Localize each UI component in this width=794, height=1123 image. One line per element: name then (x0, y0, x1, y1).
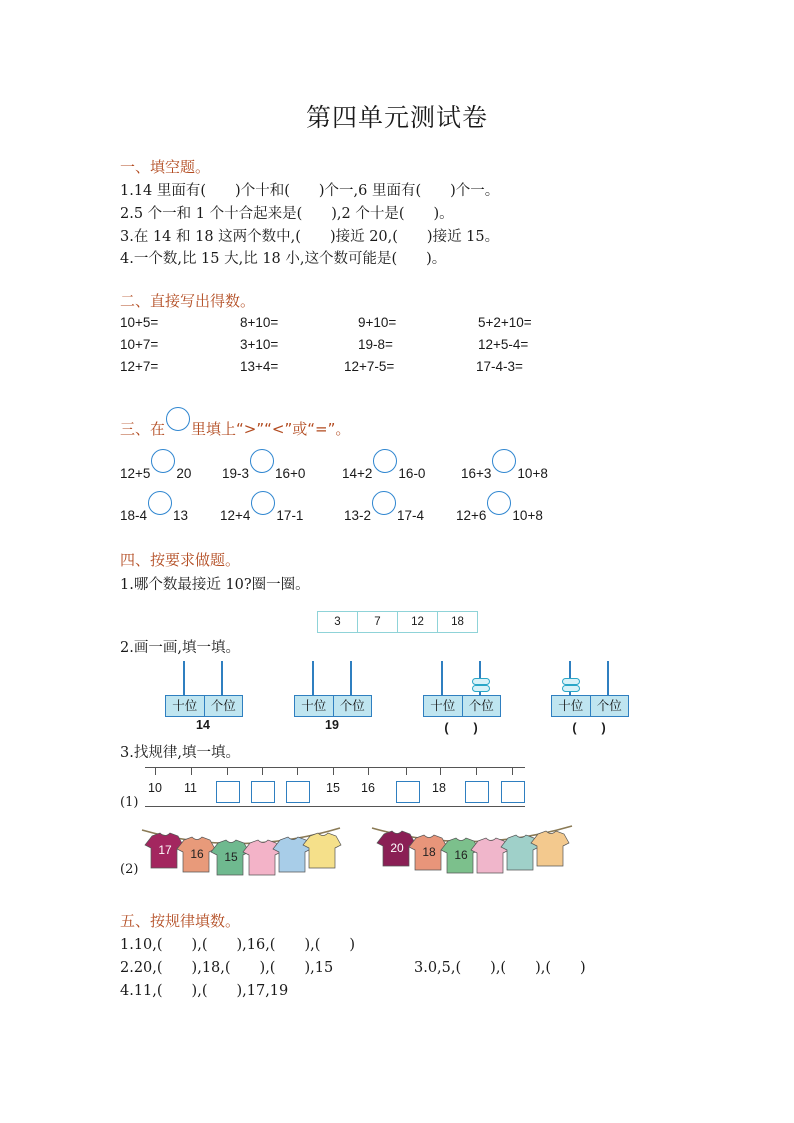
ones-rod (607, 661, 609, 695)
place-value-box: 十位 个位 (294, 695, 372, 717)
compare-item: 12+4 17-1 (220, 499, 303, 523)
tens-rod (183, 661, 185, 695)
section-3-heading-post: 里填上“>”“<”或“=”。 (191, 420, 351, 438)
numberline-base (145, 806, 525, 807)
shirt-number: 17 (158, 843, 172, 857)
section-4-heading: 四、按要求做题。 (120, 551, 241, 569)
s4-question-3: 3.找规律,填一填。 (120, 745, 240, 761)
counter-answer[interactable]: ( ) (444, 721, 478, 735)
number-option[interactable]: 18 (451, 616, 464, 628)
counter-value: 19 (325, 718, 339, 732)
tick (191, 768, 192, 775)
tick (440, 768, 441, 775)
number-option[interactable]: 3 (318, 612, 358, 632)
shirt-icon (145, 833, 183, 868)
shirt-icon (409, 835, 447, 870)
tick (333, 768, 334, 775)
q3-label-1: (1) (120, 795, 139, 810)
bead-icon (472, 678, 490, 685)
number-option[interactable]: 7 (358, 612, 398, 632)
compare-item: 14+2 16-0 (342, 457, 425, 481)
numberline-top (145, 767, 525, 768)
s5-question-4: 4.11,( ),( ),17,19 (120, 983, 289, 999)
shirt-icon (531, 831, 569, 866)
calc-item: 19-8= (358, 337, 393, 352)
s4-question-1: 1.哪个数最接近 10?圈一圈。 (120, 577, 310, 593)
tick (512, 768, 513, 775)
s1-question-2: 2.5 个一和 1 个十合起来是( ),2 个十是( )。 (120, 206, 454, 222)
number-strip (317, 611, 478, 633)
compare-item: 13-2 17-4 (344, 499, 424, 523)
numberline-blank[interactable] (286, 781, 310, 803)
tick (155, 768, 156, 775)
answer-circle[interactable] (250, 449, 274, 473)
tens-rod (312, 661, 314, 695)
shirt-icon (377, 831, 415, 866)
counter-14 (165, 661, 245, 731)
section-5-heading: 五、按规律填数。 (120, 912, 241, 930)
s1-question-1: 1.14 里面有( )个十和( )个一,6 里面有( )个一。 (120, 183, 500, 199)
calc-item: 17-4-3= (476, 359, 523, 374)
shirt-number: 18 (422, 845, 436, 859)
compare-item: 12+5 20 (120, 457, 191, 481)
calc-item: 9+10= (358, 315, 397, 330)
page-title: 第四单元测试卷 (305, 103, 488, 132)
calc-item: 3+10= (240, 337, 279, 352)
section-1-heading: 一、填空题。 (120, 158, 211, 176)
tick (227, 768, 228, 775)
ones-rod (221, 661, 223, 695)
numberline-blank[interactable] (216, 781, 240, 803)
counter-blank-2 (551, 661, 631, 735)
s5-question-2: 2.20,( ),18,( ),( ),15 (120, 960, 334, 976)
tick (406, 768, 407, 775)
shirt-number: 16 (454, 848, 468, 862)
bead-icon (472, 685, 490, 692)
circle-icon (166, 407, 190, 431)
section-3-heading-pre: 三、在 (120, 420, 166, 438)
shirt-number: 20 (390, 841, 404, 855)
numberline-value: 16 (361, 781, 375, 795)
shirt-icon (243, 840, 281, 875)
s4-question-2: 2.画一画,填一填。 (120, 640, 240, 656)
bead-icon (562, 685, 580, 692)
number-option[interactable]: 12 (398, 612, 438, 632)
numberline-value: 10 (148, 781, 162, 795)
counter-19 (294, 661, 374, 731)
numberline-blank[interactable] (465, 781, 489, 803)
compare-item: 16+3 10+8 (461, 457, 548, 481)
shirt-icon (211, 840, 249, 875)
calc-item: 10+5= (120, 315, 159, 330)
answer-circle[interactable] (148, 491, 172, 515)
calc-item: 8+10= (240, 315, 279, 330)
tick (297, 768, 298, 775)
s1-question-4: 4.一个数,比 15 大,比 18 小,这个数可能是( )。 (120, 251, 447, 267)
shirt-number: 16 (190, 847, 204, 861)
answer-circle[interactable] (251, 491, 275, 515)
numberline-value: 11 (184, 781, 197, 795)
numberline-blank[interactable] (501, 781, 525, 803)
calc-item: 12+7= (120, 359, 159, 374)
calc-item: 10+7= (120, 337, 159, 352)
answer-circle[interactable] (487, 491, 511, 515)
ones-rod (350, 661, 352, 695)
numberline-value: 15 (326, 781, 340, 795)
clothesline-illustration (140, 822, 580, 884)
place-value-box: 十位 个位 (551, 695, 629, 717)
counter-value: 14 (196, 718, 210, 732)
tens-rod (441, 661, 443, 695)
shirt-icon (303, 833, 341, 868)
answer-circle[interactable] (492, 449, 516, 473)
answer-circle[interactable] (372, 491, 396, 515)
section-2-heading: 二、直接写出得数。 (120, 292, 256, 310)
shirt-icon (441, 838, 479, 873)
s5-question-3: 3.0,5,( ),( ),( ) (414, 960, 586, 976)
answer-circle[interactable] (151, 449, 175, 473)
compare-item: 19-3 16+0 (222, 457, 305, 481)
calc-item: 5+2+10= (478, 315, 532, 330)
place-value-box: 十位 个位 (423, 695, 501, 717)
answer-circle[interactable] (373, 449, 397, 473)
tick (476, 768, 477, 775)
bead-icon (562, 678, 580, 685)
compare-item: 18-4 13 (120, 499, 188, 523)
numberline-blank[interactable] (251, 781, 275, 803)
section-3-heading (120, 413, 350, 439)
shirt-icon (471, 838, 509, 873)
numberline-value: 18 (432, 781, 446, 795)
calc-item: 12+5-4= (478, 337, 529, 352)
numberline-blank[interactable] (396, 781, 420, 803)
counter-answer[interactable]: ( ) (572, 721, 606, 735)
calc-item: 13+4= (240, 359, 279, 374)
shirt-number: 15 (224, 850, 238, 864)
compare-item: 12+6 10+8 (456, 499, 543, 523)
calc-item: 12+7-5= (344, 359, 395, 374)
counter-blank-1 (423, 661, 503, 735)
s1-question-3: 3.在 14 和 18 这两个数中,( )接近 20,( )接近 15。 (120, 229, 500, 245)
s5-question-1: 1.10,( ),( ),16,( ),( ) (120, 937, 356, 953)
tick (368, 768, 369, 775)
place-value-box: 十位 个位 (165, 695, 243, 717)
q3-label-2: (2) (120, 862, 139, 877)
tick (262, 768, 263, 775)
shirt-icon (177, 837, 215, 872)
